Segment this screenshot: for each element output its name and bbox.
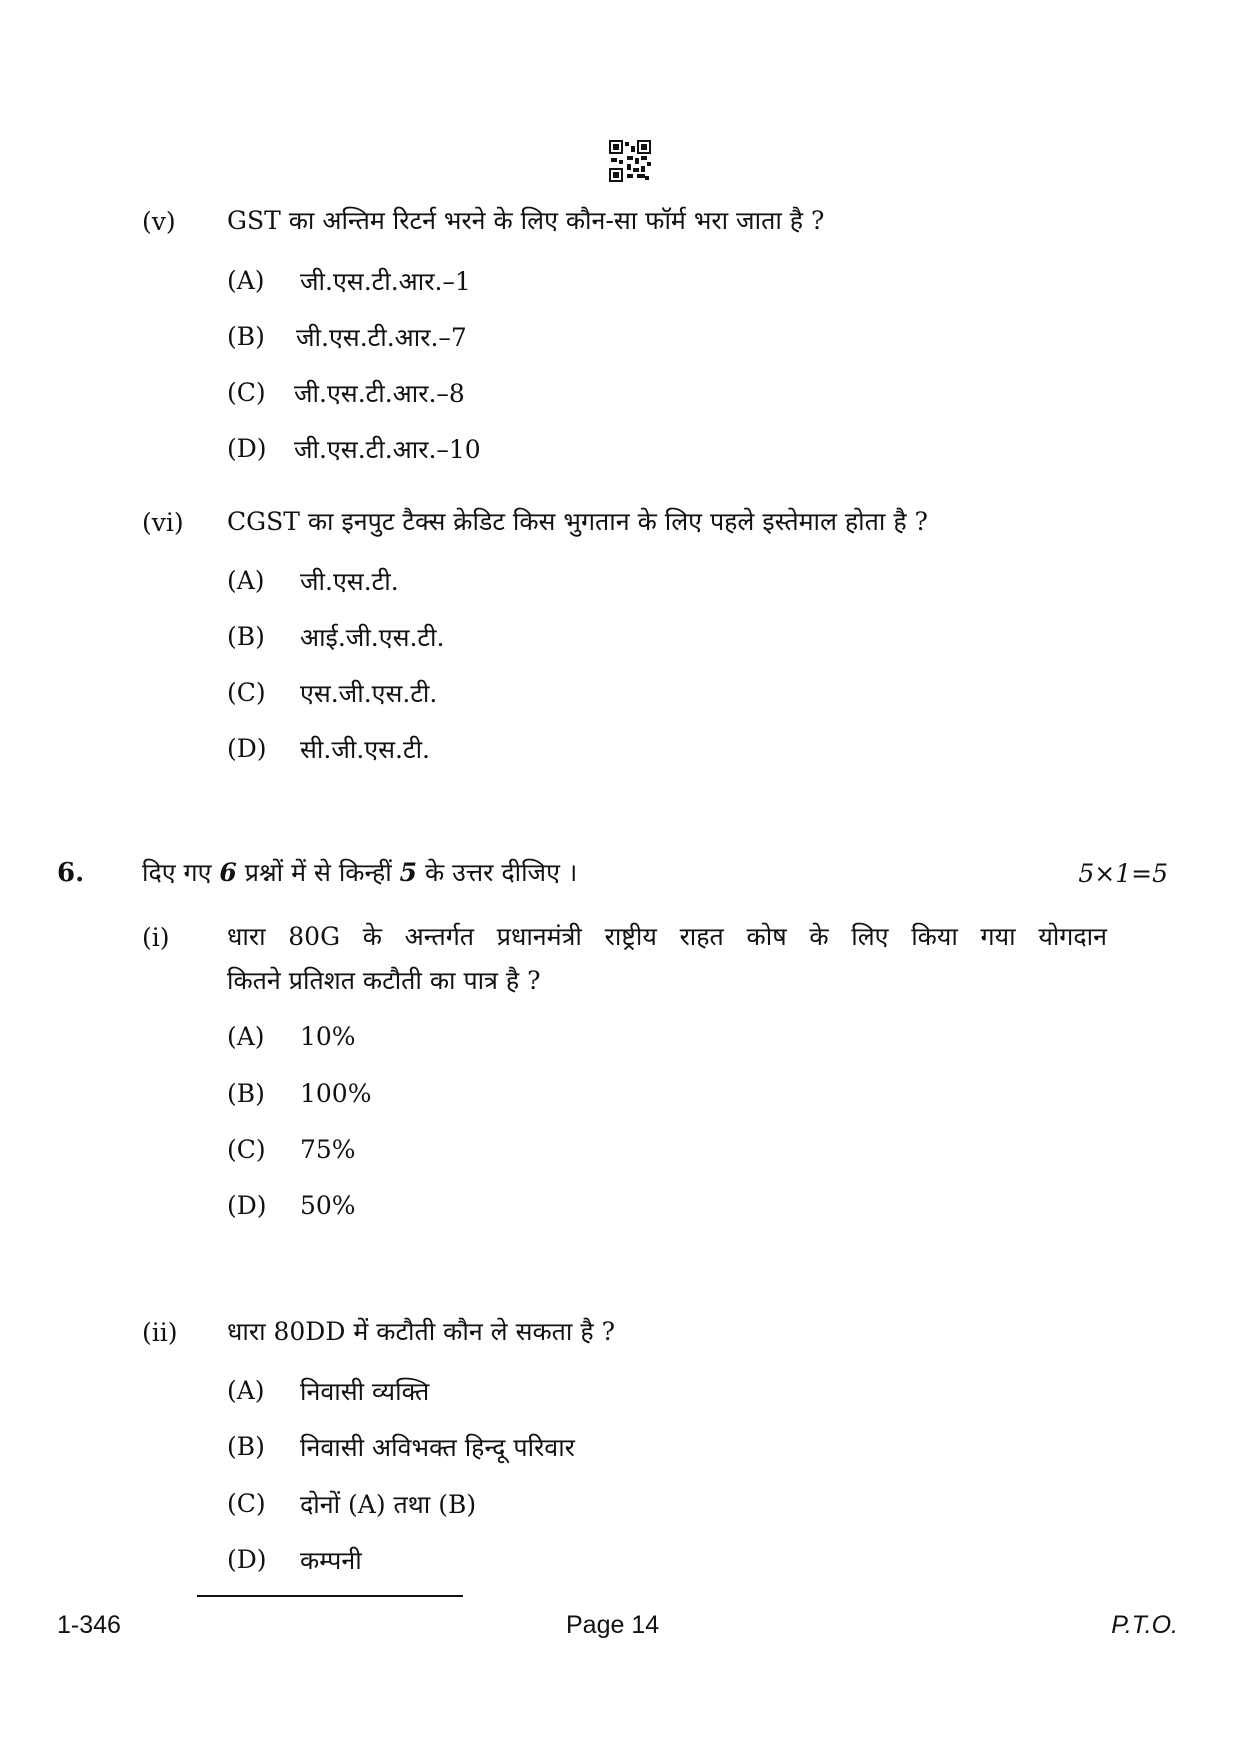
question-text-line1: धारा 80G के अन्तर्गत प्रधानमंत्री राष्ट्रीय राहत कोष के लिए किया गया योगदान xyxy=(227,922,1107,951)
option-text: कम्पनी xyxy=(300,1546,362,1575)
paper-code: 1-346 xyxy=(57,1611,121,1639)
option-label: (B) xyxy=(227,1432,265,1461)
option-text: निवासी अविभक्त हिन्दू परिवार xyxy=(300,1433,575,1462)
section-instruction xyxy=(142,851,577,895)
question-number: (i) xyxy=(142,923,170,952)
option-label: (A) xyxy=(227,1022,265,1051)
question-text-line2: कितने प्रतिशत कटौती का पात्र है ? xyxy=(227,966,541,995)
option-text: सी.जी.एस.टी. xyxy=(300,735,430,764)
question-text: धारा 80DD में कटौती कौन ले सकता है ? xyxy=(227,1317,615,1346)
option-text: जी.एस.टी.आर.–8 xyxy=(294,379,465,408)
option-text: 100% xyxy=(300,1079,372,1108)
option-label: (D) xyxy=(227,434,267,463)
marks-allocation: 5×1=5 xyxy=(1078,859,1168,888)
option-text: जी.एस.टी. xyxy=(300,567,399,596)
section-number: 6. xyxy=(57,858,85,888)
option-text: 10% xyxy=(300,1022,356,1051)
footer-divider xyxy=(197,1595,463,1597)
option-text: दोनों (A) तथा (B) xyxy=(300,1490,477,1519)
option-label: (D) xyxy=(227,1545,267,1574)
question-number: (vi) xyxy=(142,508,184,537)
question-text: CGST का इनपुट टैक्स क्रेडिट किस भुगतान के लिए पहले इस्तेमाल होता है ? xyxy=(227,507,928,536)
qr-code-icon xyxy=(609,140,651,182)
instruction-pre: दिए गए xyxy=(142,858,212,887)
option-label: (A) xyxy=(227,566,265,595)
instruction-mid: प्रश्नों में से किन्हीं xyxy=(244,858,392,887)
option-label: (A) xyxy=(227,266,265,295)
instruction-answer-count: 5 xyxy=(399,858,418,887)
option-text: जी.एस.टी.आर.–1 xyxy=(300,267,471,296)
page-number: Page 14 xyxy=(566,1611,660,1639)
option-label: (B) xyxy=(227,622,265,651)
option-text: 75% xyxy=(300,1135,356,1164)
question-number: (ii) xyxy=(142,1318,178,1347)
option-text: आई.जी.एस.टी. xyxy=(300,623,445,652)
question-number: (v) xyxy=(142,207,176,236)
option-label: (D) xyxy=(227,1191,267,1220)
option-label: (A) xyxy=(227,1376,265,1405)
option-label: (B) xyxy=(227,322,265,351)
question-text: GST का अन्तिम रिटर्न भरने के लिए कौन-सा फॉर्म भरा जाता है ? xyxy=(227,206,825,235)
option-label: (B) xyxy=(227,1079,265,1108)
option-label: (D) xyxy=(227,734,267,763)
instruction-total-count: 6 xyxy=(219,858,237,887)
instruction-post: के उत्तर दीजिए । xyxy=(425,858,578,887)
option-text: निवासी व्यक्ति xyxy=(300,1377,430,1406)
option-label: (C) xyxy=(227,1135,266,1164)
option-text: जी.एस.टी.आर.–10 xyxy=(294,435,481,464)
option-label: (C) xyxy=(227,1489,266,1518)
pto-label: P.T.O. xyxy=(1111,1611,1178,1639)
option-text: 50% xyxy=(300,1191,356,1220)
option-text: एस.जी.एस.टी. xyxy=(300,679,438,708)
option-label: (C) xyxy=(227,678,266,707)
option-label: (C) xyxy=(227,378,266,407)
option-text: जी.एस.टी.आर.–7 xyxy=(296,323,467,352)
